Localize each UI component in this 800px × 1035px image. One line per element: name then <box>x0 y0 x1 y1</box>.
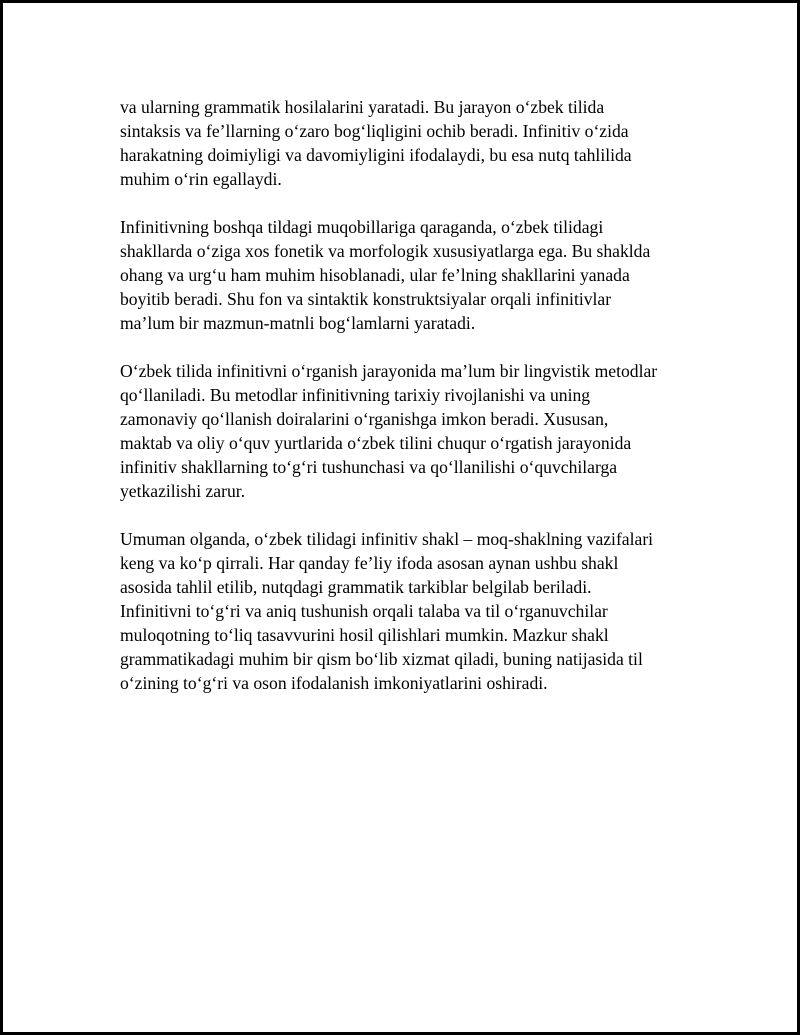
text-line: muloqotning to‘liq tasavvurini hosil qilishlari mumkin. Mazkur shakl <box>120 625 609 645</box>
text-line: Umuman olganda, o‘zbek tilidagi infinitiv shakl – moq-shaklning vazifalari <box>120 529 654 549</box>
text-line: shakllarda o‘ziga xos fonetik va morfologik xususiyatlarga ega. Bu shaklda <box>120 241 651 261</box>
text-line: Infinitivni to‘g‘ri va aniq tushunish orqali talaba va til o‘rganuvchilar <box>120 601 608 621</box>
text-line: maktab va oliy o‘quv yurtlarida o‘zbek tilini chuqur o‘rgatish jarayonida <box>120 433 632 453</box>
text-line: keng va ko‘p qirrali. Har qanday fe’liy ifoda asosan aynan ushbu shakl <box>120 553 619 573</box>
paragraph-3 <box>120 359 710 503</box>
paragraph-1 <box>120 95 710 191</box>
paragraph-4 <box>120 527 710 695</box>
text-line: qo‘llaniladi. Bu metodlar infinitivning tarixiy rivojlanishi va uning <box>120 385 591 405</box>
text-line: va ularning grammatik hosilalarini yaratadi. Bu jarayon o‘zbek tilida <box>120 97 605 117</box>
text-line: grammatikadagi muhim bir qism bo‘lib xizmat qiladi, buning natijasida til <box>120 649 643 669</box>
text-line: Infinitivning boshqa tildagi muqobillariga qaraganda, o‘zbek tilidagi <box>120 217 604 237</box>
text-line: harakatning doimiyligi va davomiyligini ifodalaydi, bu esa nutq tahlilida <box>120 145 632 165</box>
paragraph-2 <box>120 215 710 335</box>
text-line: asosida tahlil etilib, nutqdagi grammatik tarkiblar belgilab beriladi. <box>120 577 592 597</box>
text-line: muhim o‘rin egallaydi. <box>120 169 282 189</box>
text-line: yetkazilishi zarur. <box>120 481 246 501</box>
text-line: ma’lum bir mazmun-matnli bog‘lamlarni yaratadi. <box>120 313 476 333</box>
text-line: infinitiv shakllarning to‘g‘ri tushunchasi va qo‘llanilishi o‘quvchilarga <box>120 457 618 477</box>
text-line: zamonaviy qo‘llanish doiralarini o‘rganishga imkon beradi. Xususan, <box>120 409 609 429</box>
text-line: o‘zining to‘g‘ri va oson ifodalanish imkoniyatlarini oshiradi. <box>120 673 548 693</box>
document-body <box>120 95 710 719</box>
text-line: boyitib beradi. Shu fon va sintaktik konstruktsiyalar orqali infinitivlar <box>120 289 612 309</box>
text-line: O‘zbek tilida infinitivni o‘rganish jarayonida ma’lum bir lingvistik metodlar <box>120 361 658 381</box>
text-line: ohang va urg‘u ham muhim hisoblanadi, ular fe’lning shakllarini yanada <box>120 265 630 285</box>
text-line: sintaksis va fe’llarning o‘zaro bog‘liqligini ochib beradi. Infinitiv o‘zida <box>120 121 629 141</box>
